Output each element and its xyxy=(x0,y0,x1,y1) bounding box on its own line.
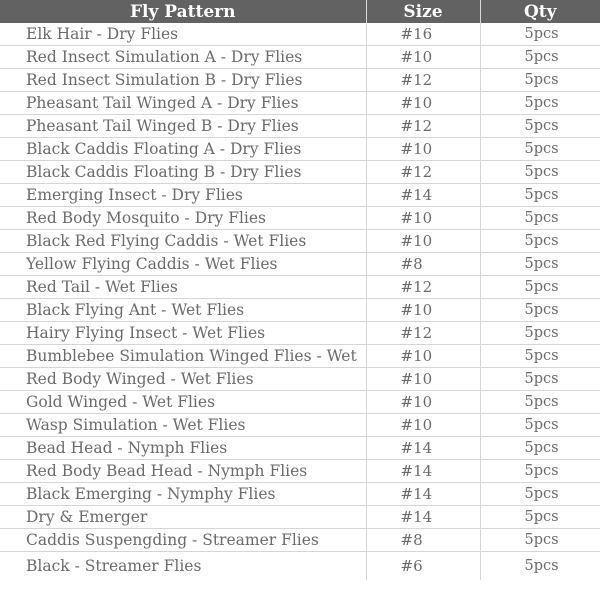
table-row xyxy=(0,506,600,529)
table-row xyxy=(0,46,600,69)
size-cell: #16 xyxy=(366,23,480,46)
fly-pattern-cell: Red Insect Simulation B - Dry Flies xyxy=(0,69,366,92)
qty-cell: 5pcs xyxy=(480,529,600,552)
size-cell: #14 xyxy=(366,437,480,460)
size-cell: #10 xyxy=(366,414,480,437)
size-cell: #8 xyxy=(366,529,480,552)
size-cell: #10 xyxy=(366,138,480,161)
qty-cell: 5pcs xyxy=(480,115,600,138)
fly-pattern-cell: Gold Winged - Wet Flies xyxy=(0,391,366,414)
size-cell: #12 xyxy=(366,69,480,92)
size-cell: #12 xyxy=(366,115,480,138)
size-cell: #14 xyxy=(366,506,480,529)
fly-pattern-cell: Black Emerging - Nymphy Flies xyxy=(0,483,366,506)
table-row xyxy=(0,92,600,115)
qty-cell: 5pcs xyxy=(480,161,600,184)
table-row xyxy=(0,322,600,345)
table-body xyxy=(0,23,600,580)
fly-pattern-cell: Dry & Emerger xyxy=(0,506,366,529)
qty-cell: 5pcs xyxy=(480,322,600,345)
header-fly-pattern: Fly Pattern xyxy=(0,0,366,23)
table-row xyxy=(0,437,600,460)
fly-pattern-cell: Black Red Flying Caddis - Wet Flies xyxy=(0,230,366,253)
qty-cell: 5pcs xyxy=(480,230,600,253)
qty-cell: 5pcs xyxy=(480,92,600,115)
table-row xyxy=(0,138,600,161)
fly-pattern-cell: Caddis Suspengding - Streamer Flies xyxy=(0,529,366,552)
qty-cell: 5pcs xyxy=(480,460,600,483)
table-row xyxy=(0,23,600,46)
qty-cell: 5pcs xyxy=(480,345,600,368)
size-cell: #10 xyxy=(366,299,480,322)
size-cell: #10 xyxy=(366,46,480,69)
table-row xyxy=(0,345,600,368)
fly-pattern-cell: Red Body Bead Head - Nymph Flies xyxy=(0,460,366,483)
size-cell: #10 xyxy=(366,391,480,414)
size-cell: #12 xyxy=(366,276,480,299)
fly-pattern-cell: Hairy Flying Insect - Wet Flies xyxy=(0,322,366,345)
qty-cell: 5pcs xyxy=(524,558,559,574)
qty-cell: 5pcs xyxy=(480,46,600,69)
qty-cell: 5pcs xyxy=(480,138,600,161)
qty-cell: 5pcs xyxy=(480,437,600,460)
fly-pattern-cell: Black - Streamer Flies xyxy=(0,552,366,581)
size-cell: #10 xyxy=(366,368,480,391)
table-row xyxy=(0,391,600,414)
qty-cell: 5pcs xyxy=(480,184,600,207)
size-cell: #10 xyxy=(366,230,480,253)
fly-pattern-cell: Red Tail - Wet Flies xyxy=(0,276,366,299)
table-row xyxy=(0,69,600,92)
fly-pattern-cell: Pheasant Tail Winged B - Dry Flies xyxy=(0,115,366,138)
qty-cell: 5pcs xyxy=(480,506,600,529)
table-row xyxy=(0,414,600,437)
fly-pattern-cell: Elk Hair - Dry Flies xyxy=(0,23,366,46)
size-cell: #8 xyxy=(366,253,480,276)
size-cell: #12 xyxy=(366,322,480,345)
qty-cell: 5pcs xyxy=(480,368,600,391)
qty-cell: 5pcs xyxy=(480,414,600,437)
fly-pattern-cell: Yellow Flying Caddis - Wet Flies xyxy=(0,253,366,276)
table-row xyxy=(0,368,600,391)
fly-pattern-cell: Black Caddis Floating B - Dry Flies xyxy=(0,161,366,184)
size-cell: #10 xyxy=(366,345,480,368)
fly-pattern-cell: Wasp Simulation - Wet Flies xyxy=(0,414,366,437)
fly-pattern-cell: Red Body Mosquito - Dry Flies xyxy=(0,207,366,230)
size-cell: #6 xyxy=(366,552,480,581)
size-cell: #10 xyxy=(366,207,480,230)
header-row xyxy=(0,0,600,23)
table-row xyxy=(0,483,600,506)
header-qty: Qty xyxy=(480,0,600,23)
size-cell: #10 xyxy=(366,92,480,115)
fly-pattern-cell: Red Insect Simulation A - Dry Flies xyxy=(0,46,366,69)
qty-cell: 5pcs xyxy=(480,69,600,92)
fly-pattern-cell: Black Caddis Floating A - Dry Flies xyxy=(0,138,366,161)
qty-cell: 5pcs xyxy=(480,299,600,322)
table-row xyxy=(0,529,600,552)
table-row xyxy=(0,207,600,230)
table-row xyxy=(0,276,600,299)
table-row xyxy=(0,161,600,184)
table-row xyxy=(0,460,600,483)
fly-pattern-cell: Bead Head - Nymph Flies xyxy=(0,437,366,460)
qty-cell: 5pcs xyxy=(480,207,600,230)
table-row xyxy=(0,299,600,322)
table-row xyxy=(0,552,600,581)
qty-cell: 5pcs xyxy=(480,276,600,299)
table-row xyxy=(0,230,600,253)
qty-cell: 5pcs xyxy=(480,483,600,506)
table-header xyxy=(0,0,600,23)
qty-cell: 5pcs xyxy=(480,23,600,46)
table-row xyxy=(0,184,600,207)
fly-pattern-cell: Emerging Insect - Dry Flies xyxy=(0,184,366,207)
size-cell: #14 xyxy=(366,184,480,207)
fly-pattern-cell: Bumblebee Simulation Winged Flies - Wet xyxy=(0,345,366,368)
fly-pattern-cell: Pheasant Tail Winged A - Dry Flies xyxy=(0,92,366,115)
table-row xyxy=(0,115,600,138)
size-cell: #14 xyxy=(366,460,480,483)
fly-pattern-cell: Black Flying Ant - Wet Flies xyxy=(0,299,366,322)
header-size: Size xyxy=(366,0,480,23)
size-cell: #14 xyxy=(366,483,480,506)
qty-cell: 5pcs xyxy=(480,253,600,276)
qty-cell: 5pcs xyxy=(480,391,600,414)
size-cell: #12 xyxy=(366,161,480,184)
fly-pattern-cell: Red Body Winged - Wet Flies xyxy=(0,368,366,391)
table-row xyxy=(0,253,600,276)
